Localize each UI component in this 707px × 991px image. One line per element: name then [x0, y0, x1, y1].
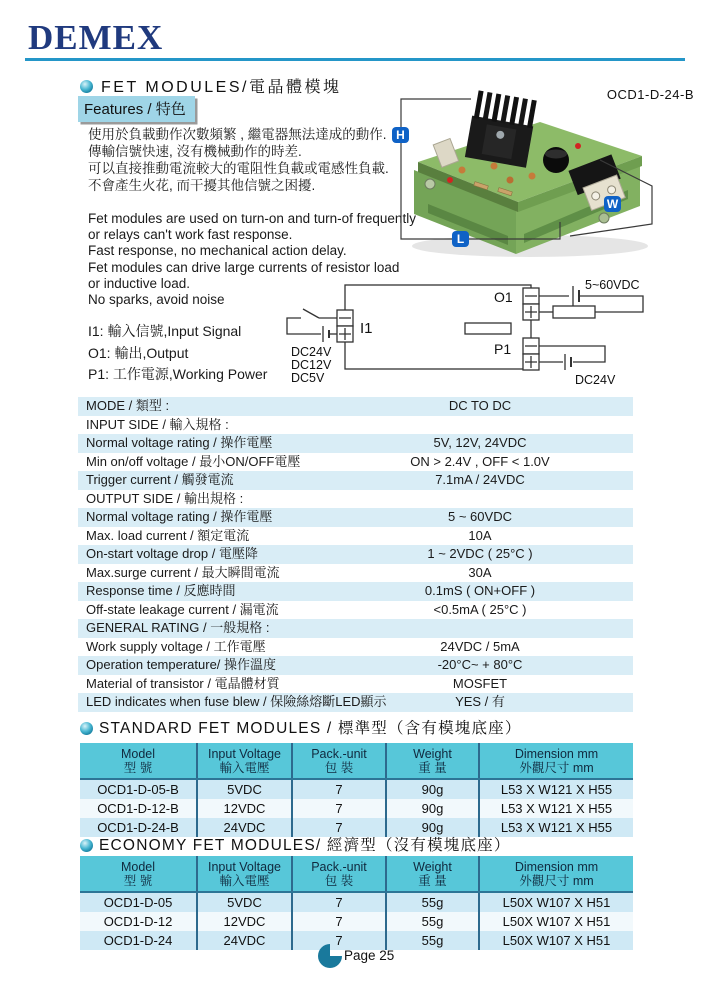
spec-value: DC TO DC	[448, 398, 512, 413]
spec-row	[78, 564, 633, 583]
spec-value: 24VDC / 5mA	[440, 638, 520, 654]
features-paragraph-zh	[88, 126, 389, 194]
column-header: Dimension mm 外觀尺寸 mm	[514, 747, 599, 775]
table-cell: L53 X W121 X H55	[500, 782, 613, 797]
column-header: Input Voltage 輸入電壓	[198, 856, 293, 891]
column-header: Weight 重 量	[387, 856, 480, 891]
product-model-label: OCD1-D-24-B	[606, 87, 694, 102]
table-cell: L53 X W121 X H55	[500, 820, 613, 835]
spec-label: Operation temperature/ 操作溫度	[86, 657, 277, 672]
text-line: or relays can't work fast response.	[88, 227, 293, 243]
table-cell: 7	[293, 818, 387, 837]
table-cell: 7	[293, 893, 387, 912]
column-header: Pack.-unit 包 裝	[293, 856, 387, 891]
spec-label: Max. load current / 額定電流	[86, 527, 250, 543]
table-cell: L50X W107 X H51	[502, 914, 611, 929]
table-cell: OCD1-D-24	[80, 931, 198, 950]
column-header: Dimension mm 外觀尺寸 mm	[514, 860, 599, 888]
spec-value: 0.1mS ( ON+OFF )	[424, 583, 536, 598]
text-line: O1: 輸出,Output	[88, 344, 189, 361]
spec-label: Trigger current / 觸發電流	[86, 472, 234, 487]
diagram-input-voltage-1: DC24V	[291, 345, 332, 359]
table-cell: 55g	[387, 893, 480, 912]
spec-label: GENERAL RATING / 一般規格 :	[86, 620, 270, 635]
table-cell: OCD1-D-05	[80, 893, 198, 912]
bullet-sphere-icon	[80, 839, 93, 852]
spec-row	[78, 508, 633, 527]
table-cell: 24VDC	[198, 818, 293, 837]
spec-table	[78, 397, 633, 712]
column-header: Weight 重 量	[387, 743, 480, 778]
table-cell: 5VDC	[198, 893, 293, 912]
spec-value: 7.1mA / 24VDC	[435, 472, 525, 487]
spec-value: 1 ~ 2VDC ( 25°C )	[427, 546, 533, 561]
table-cell: 90g	[387, 799, 480, 818]
spec-value: 30A	[468, 564, 492, 580]
column-header: Input Voltage 輸入電壓	[198, 743, 293, 778]
table-cell: L50X W107 X H51	[502, 933, 611, 948]
table-cell: 55g	[387, 912, 480, 931]
column-header: Model 型 號	[80, 743, 198, 778]
table-cell: 7	[293, 799, 387, 818]
spec-row	[78, 545, 633, 564]
spec-label: LED indicates when fuse blew / 保險絲熔斷LED顯示	[86, 694, 387, 709]
table-cell: L50X W107 X H51	[502, 895, 611, 910]
spec-label: MODE / 類型 :	[86, 398, 170, 413]
text-line: I1: 輸入信號,Input Signal	[88, 323, 242, 339]
spec-row	[78, 582, 633, 601]
spec-value: ON > 2.4V , OFF < 1.0V	[410, 453, 550, 469]
spec-row	[78, 675, 633, 694]
spec-label: OUTPUT SIDE / 輸出規格 :	[86, 490, 244, 506]
spec-row	[78, 638, 633, 657]
text-line: 使用於負載動作次數頻繁 , 繼電器無法達成的動作.	[88, 127, 387, 142]
text-line: or inductive load.	[88, 275, 191, 291]
text-line: 不會產生火花, 而干擾其他信號之困擾.	[88, 178, 316, 193]
section-title-fet-modules: FET MODULES/電晶體模塊	[101, 79, 342, 96]
spec-row	[78, 490, 633, 509]
dimension-badge-w: W	[604, 196, 621, 212]
product-photo	[388, 84, 700, 262]
text-line: Fast response, no mechanical action delay.	[88, 243, 347, 259]
spec-label: Off-state leakage current / 漏電流	[86, 601, 279, 617]
table-cell: 7	[293, 912, 387, 931]
spec-row	[78, 619, 633, 638]
spec-value: <0.5mA ( 25°C )	[433, 601, 527, 617]
column-header: Model 型 號	[80, 856, 198, 891]
table-row	[80, 799, 633, 818]
table-cell: 55g	[387, 931, 480, 950]
table-row	[80, 780, 633, 799]
spec-label: Material of transistor / 電晶體材質	[86, 675, 280, 691]
spec-row	[78, 471, 633, 490]
table-row	[80, 912, 633, 931]
table-cell: OCD1-D-24-B	[80, 818, 198, 837]
diagram-power-voltage: DC24V	[575, 373, 616, 387]
table-cell: L53 X W121 X H55	[500, 801, 613, 816]
table-cell: 90g	[387, 818, 480, 837]
table-header-row	[80, 743, 633, 780]
table-cell: 24VDC	[198, 931, 293, 950]
text-line: Fet modules are used on turn-on and turn-of frequently	[88, 211, 416, 226]
spec-value: YES / 有	[455, 694, 505, 709]
spec-row	[78, 434, 633, 453]
spec-label: Min on/off voltage / 最小ON/OFF電壓	[86, 453, 301, 469]
text-line: 可以直接推動電流較大的電阻性負載或電感性負載.	[88, 161, 389, 176]
spec-row	[78, 453, 633, 472]
table-row	[80, 893, 633, 912]
brand-logo: DEMEX	[28, 18, 164, 57]
page-number: Page 25	[344, 948, 395, 963]
column-header: Pack.-unit 包 裝	[293, 743, 387, 778]
table-cell: 12VDC	[198, 799, 293, 818]
bullet-sphere-icon	[80, 80, 93, 93]
spec-row	[78, 527, 633, 546]
diagram-input-voltage-3: DC5V	[291, 371, 325, 385]
text-line: P1: 工作電源,Working Power	[88, 366, 268, 382]
table-cell: 12VDC	[198, 912, 293, 931]
spec-label: Response time / 反應時間	[86, 583, 236, 598]
diagram-output-voltage: 5~60VDC	[585, 278, 640, 292]
spec-row	[78, 416, 633, 435]
spec-row	[78, 656, 633, 675]
spec-row	[78, 397, 633, 416]
spec-value: 5V, 12V, 24VDC	[433, 435, 527, 450]
terminal-legend	[88, 321, 267, 386]
economy-modules-table	[80, 856, 633, 950]
spec-row	[78, 693, 633, 712]
page-circle-icon	[318, 944, 342, 973]
standard-modules-table	[80, 743, 633, 837]
text-line: No sparks, avoid noise	[88, 292, 225, 308]
spec-label: Work supply voltage / 工作電壓	[86, 638, 266, 654]
diagram-label-p1: P1	[494, 341, 512, 357]
header-divider	[25, 58, 685, 61]
diagram-label-i1: I1	[360, 320, 373, 337]
table-cell: 90g	[387, 780, 480, 799]
spec-row	[78, 601, 633, 620]
spec-label: Max.surge current / 最大瞬間電流	[86, 564, 280, 580]
diagram-input-voltage-2: DC12V	[291, 358, 332, 372]
bullet-sphere-icon	[80, 722, 93, 735]
module-photo-illustration	[388, 84, 700, 262]
table-cell: OCD1-D-12-B	[80, 799, 198, 818]
spec-label: Normal voltage rating / 操作電壓	[86, 435, 273, 450]
diagram-label-o1: O1	[494, 289, 513, 305]
table-cell: 7	[293, 780, 387, 799]
spec-label: Normal voltage rating / 操作電壓	[86, 509, 273, 524]
dimension-badge-l: L	[452, 231, 469, 247]
dimension-badge-h: H	[392, 127, 409, 143]
section-title-standard: STANDARD FET MODULES / 標準型（含有模塊底座）	[99, 720, 522, 737]
table-header-row	[80, 856, 633, 893]
spec-value: -20°C~ + 80°C	[437, 657, 523, 672]
table-cell: 7	[293, 931, 387, 950]
section-title-economy: ECONOMY FET MODULES/ 經濟型（沒有模塊底座）	[99, 837, 511, 854]
table-cell: 5VDC	[198, 780, 293, 799]
spec-value: 5 ~ 60VDC	[448, 509, 512, 524]
features-label: Features / 特色	[78, 96, 195, 122]
spec-value: 10A	[468, 527, 492, 543]
spec-label: On-start voltage drop / 電壓降	[86, 546, 258, 561]
text-line: Fet modules can drive large currents of resistor load	[88, 259, 400, 275]
wiring-diagram	[275, 276, 707, 395]
table-cell: OCD1-D-05-B	[80, 780, 198, 799]
text-line: 傳輸信號快速, 沒有機械動作的時差.	[88, 144, 302, 159]
spec-label: INPUT SIDE / 輸入規格 :	[86, 416, 229, 432]
spec-value: MOSFET	[452, 675, 508, 691]
table-cell: OCD1-D-12	[80, 912, 198, 931]
